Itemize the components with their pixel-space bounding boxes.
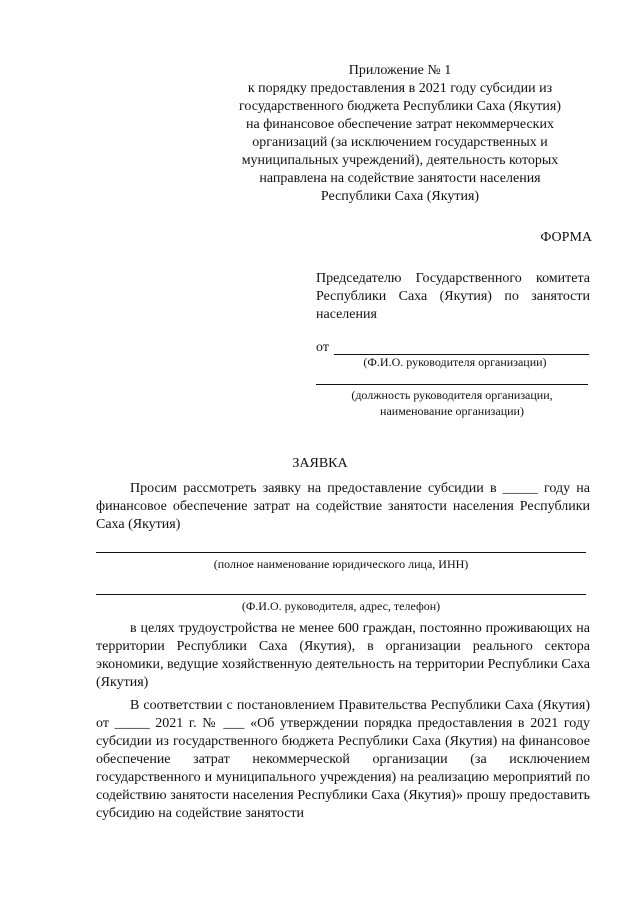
appendix-line: направлена на содействие занятости населения bbox=[259, 171, 541, 186]
addressee-line: Председателю Государственного комитета bbox=[316, 271, 590, 286]
position-caption-line: (должность руководителя организации, bbox=[351, 388, 553, 402]
appendix-line: государственного бюджета Республики Саха (Якутия) bbox=[238, 99, 561, 114]
legal-entity-fill-line[interactable] bbox=[96, 552, 586, 553]
appendix-line: Республики Саха (Якутия) bbox=[320, 189, 480, 204]
document-title: ЗАЯВКА bbox=[292, 456, 348, 471]
appendix-line: организаций (за исключением государственных и bbox=[252, 135, 548, 150]
from-label: от bbox=[316, 340, 329, 355]
position-caption bbox=[316, 387, 588, 419]
head-details-fill-line[interactable] bbox=[96, 594, 586, 595]
head-name-caption: (Ф.И.О. руководителя организации) bbox=[363, 355, 547, 369]
appendix-line: муниципальных учреждений), деятельность которых bbox=[241, 153, 559, 168]
appendix-header bbox=[220, 62, 580, 206]
paragraph-purpose: в целях трудоустройства не менее 600 граждан, постоянно проживающих на территории Республики Саха (Якутия), в организации реального сектора экономики, ведущие хозяйственную деятельность на территории Республики Саха (Якутия) bbox=[96, 621, 590, 690]
legal-entity-caption: (полное наименование юридического лица, ИНН) bbox=[213, 557, 469, 571]
position-caption-line: наименование организации) bbox=[380, 404, 524, 418]
paragraph-resolution: В соответствии с постановлением Правительства Республики Саха (Якутия) от _____ 2021 г. № ___ «Об утверждении порядка предоставления в 2021 году субсидии из государственного бюджета Республики Саха (Якутия) на финансовое обеспечение затрат некоммерческой организации (за исключением государственного и муниципального учреждения) на реализацию мероприятий по содействию занятости населения Республики Саха (Якутия)» прошу предоставить субсидию на содействие занятости bbox=[96, 698, 590, 821]
form-label: ФОРМА bbox=[540, 230, 592, 245]
position-fill-line[interactable] bbox=[316, 384, 588, 385]
addressee-block bbox=[316, 270, 590, 324]
appendix-line: к порядку предоставления в 2021 году субсидии из bbox=[247, 81, 553, 96]
appendix-line: Приложение № 1 bbox=[348, 63, 452, 78]
paragraph-request: Просим рассмотреть заявку на предоставление субсидии в _____ году на финансовое обеспечение затрат на содействие занятости населения Республики Саха (Якутия) bbox=[96, 481, 590, 532]
addressee-line: Республики Саха (Якутия) по занятости bbox=[316, 289, 590, 304]
head-details-caption: (Ф.И.О. руководителя, адрес, телефон) bbox=[241, 599, 441, 613]
addressee-line: населения bbox=[316, 307, 377, 322]
appendix-line: на финансовое обеспечение затрат некоммерческих bbox=[246, 117, 554, 132]
